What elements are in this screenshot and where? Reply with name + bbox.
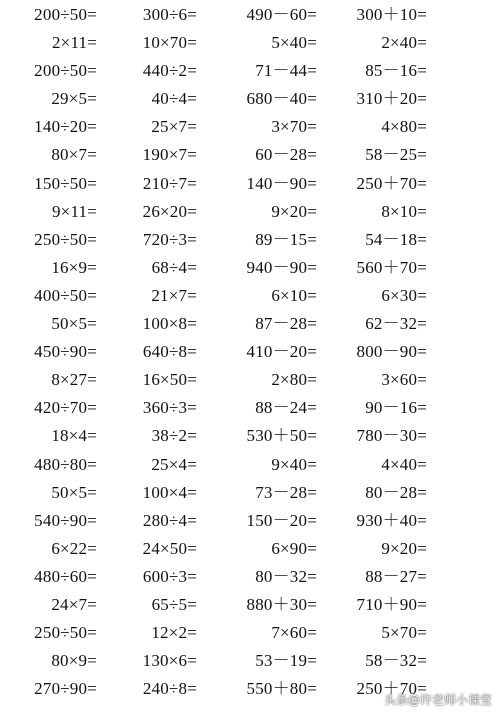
- math-problem: 560＋70=: [356, 257, 427, 277]
- math-problem: 58－25=: [365, 145, 427, 165]
- math-problem: 300÷6=: [142, 5, 197, 24]
- math-problem: 90－16=: [365, 398, 427, 418]
- math-problem: 50×5=: [51, 314, 97, 334]
- math-problem: 38÷2=: [151, 426, 197, 446]
- math-problem: 410－20=: [246, 342, 317, 362]
- math-problem: 360÷3=: [142, 398, 197, 418]
- math-problem: 50×5=: [51, 482, 97, 502]
- math-problem: 54－18=: [365, 229, 427, 249]
- math-problem: 25×7=: [151, 117, 197, 137]
- math-problem: 7×60=: [271, 623, 317, 643]
- math-problem: 270÷90=: [34, 679, 97, 699]
- math-problem: 130×6=: [142, 651, 197, 671]
- math-problem: 3×70=: [271, 117, 317, 137]
- problem-row: [0, 141, 500, 169]
- math-problem: 150÷50=: [34, 173, 97, 193]
- math-problem: 24×50=: [142, 538, 197, 558]
- problem-row: [0, 170, 500, 198]
- math-problem: 9×40=: [271, 454, 317, 474]
- math-problem: 60－28=: [255, 145, 317, 165]
- problem-row: [0, 394, 500, 422]
- math-problem: 25×4=: [151, 454, 197, 474]
- math-problem: 6×10=: [271, 285, 317, 305]
- math-problem: 780－30=: [356, 426, 427, 446]
- problem-row: [0, 29, 500, 57]
- math-problem: 24×7=: [51, 594, 97, 614]
- math-problem: 58－32=: [365, 651, 427, 671]
- math-problem: 3×60=: [381, 370, 427, 390]
- math-problem: 200÷50=: [34, 5, 97, 24]
- math-problem: 16×50=: [142, 370, 197, 390]
- problem-row: [0, 479, 500, 507]
- math-problem: 6×22=: [51, 538, 97, 558]
- math-problem: 53－19=: [255, 651, 317, 671]
- math-problem: 68÷4=: [151, 257, 197, 277]
- math-problem: 200÷50=: [34, 61, 97, 81]
- math-problem: 310＋20=: [356, 89, 427, 109]
- math-problem: 80－32=: [255, 566, 317, 586]
- math-problem: 300＋10=: [356, 5, 427, 24]
- math-problem: 210÷7=: [142, 173, 197, 193]
- math-problem: 8×10=: [381, 201, 427, 221]
- math-problem: 71－44=: [255, 61, 317, 81]
- math-problem: 8×27=: [51, 370, 97, 390]
- math-problem: 87－28=: [255, 314, 317, 334]
- math-problem: 10×70=: [142, 33, 197, 53]
- math-problem: 540÷90=: [34, 510, 97, 530]
- math-problem: 62－32=: [365, 314, 427, 334]
- math-problem: 720÷3=: [142, 229, 197, 249]
- math-problem: 88－24=: [255, 398, 317, 418]
- math-problem: 400÷50=: [34, 285, 97, 305]
- math-problem: 250÷50=: [34, 623, 97, 643]
- math-problem: 2×80=: [271, 370, 317, 390]
- problem-row: [0, 366, 500, 394]
- problem-row: [0, 535, 500, 563]
- math-problem: 6×90=: [271, 538, 317, 558]
- problem-row: [0, 254, 500, 282]
- problem-row: [0, 226, 500, 254]
- math-problem: 440÷2=: [142, 61, 197, 81]
- problem-row: [0, 563, 500, 591]
- math-problem: 88－27=: [365, 566, 427, 586]
- math-problem: 880＋30=: [246, 594, 317, 614]
- math-problem: 65÷5=: [151, 594, 197, 614]
- problem-row: [0, 422, 500, 450]
- problem-row: [0, 619, 500, 647]
- problem-row: [0, 591, 500, 619]
- math-problem: 490－60=: [246, 5, 317, 24]
- math-problem: 40÷4=: [151, 89, 197, 109]
- math-problem: 450÷90=: [34, 342, 97, 362]
- math-problem: 480÷80=: [34, 454, 97, 474]
- math-problem: 940－90=: [246, 257, 317, 277]
- math-problem: 150－20=: [246, 510, 317, 530]
- math-problem: 420÷70=: [34, 398, 97, 418]
- math-problem: 100×4=: [142, 482, 197, 502]
- math-problem: 140÷20=: [34, 117, 97, 137]
- math-problem: 73－28=: [255, 482, 317, 502]
- math-problem: 9×11=: [51, 201, 97, 221]
- watermark: 头条@许老师小课堂: [383, 693, 492, 707]
- math-problem: 100×8=: [142, 314, 197, 334]
- math-problem: 800－90=: [356, 342, 427, 362]
- problem-row: [0, 57, 500, 85]
- problem-row: [0, 507, 500, 535]
- math-problem: 9×20=: [271, 201, 317, 221]
- math-problem: 80×9=: [51, 651, 97, 671]
- math-problem: 250＋70=: [356, 173, 427, 193]
- math-problem: 6×30=: [381, 285, 427, 305]
- math-problem: 5×70=: [381, 623, 427, 643]
- math-problem: 12×2=: [151, 623, 197, 643]
- problem-row: [0, 85, 500, 113]
- math-problem: 280÷4=: [142, 510, 197, 530]
- math-problem: 4×40=: [381, 454, 427, 474]
- math-problem: 530＋50=: [246, 426, 317, 446]
- math-problem: 140－90=: [246, 173, 317, 193]
- math-problem: 480÷60=: [34, 566, 97, 586]
- math-problem: 16×9=: [51, 257, 97, 277]
- math-problem: 640÷8=: [142, 342, 197, 362]
- math-problem: 600÷3=: [142, 566, 197, 586]
- problem-row: [0, 282, 500, 310]
- math-problem: 680－40=: [246, 89, 317, 109]
- problem-grid: [0, 1, 500, 703]
- math-problem: 89－15=: [255, 229, 317, 249]
- problem-row: [0, 451, 500, 479]
- math-problem: 80×7=: [51, 145, 97, 165]
- problem-row: [0, 310, 500, 338]
- problem-row: [0, 647, 500, 675]
- math-problem: 80－28=: [365, 482, 427, 502]
- math-problem: 29×5=: [51, 89, 97, 109]
- math-problem: 2×40=: [381, 33, 427, 53]
- math-problem: 21×7=: [151, 285, 197, 305]
- math-problem: 5×40=: [271, 33, 317, 53]
- problem-row: [0, 338, 500, 366]
- math-problem: 2×11=: [51, 33, 97, 53]
- math-problem: 550＋80=: [246, 679, 317, 699]
- problem-row: [0, 198, 500, 226]
- math-problem: 4×80=: [381, 117, 427, 137]
- math-problem: 190×7=: [142, 145, 197, 165]
- math-problem: 9×20=: [381, 538, 427, 558]
- math-problem: 18×4=: [51, 426, 97, 446]
- math-problem: 85－16=: [365, 61, 427, 81]
- math-problem: 26×20=: [142, 201, 197, 221]
- math-problem: 250＋70=: [356, 679, 427, 699]
- math-problem: 250÷50=: [34, 229, 97, 249]
- math-problem: 710＋90=: [356, 594, 427, 614]
- math-problem: 930＋40=: [356, 510, 427, 530]
- problem-row: [0, 113, 500, 141]
- problem-row: [0, 1, 500, 29]
- math-problem: 240÷8=: [142, 679, 197, 699]
